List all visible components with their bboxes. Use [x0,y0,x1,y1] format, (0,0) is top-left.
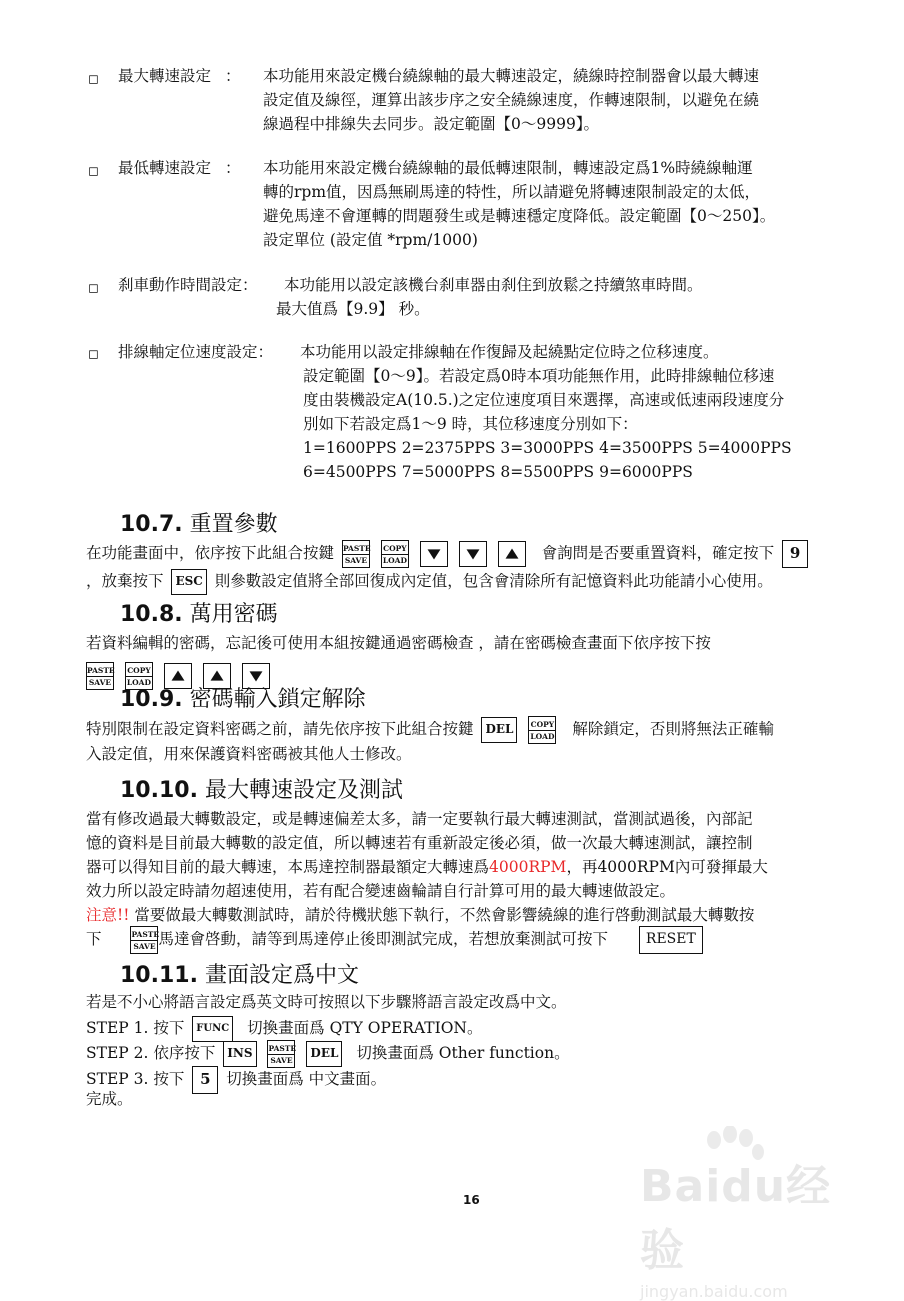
max-speed-test-line-3: 器可以得知目前的最大轉速，本馬達控制器最額定大轉速爲4000RPM，再4000RPM內可發揮最大 [86,858,768,876]
unlock-line-2: 入設定值，用來保護資料密碼被其他人士修改。 [86,745,412,763]
max-speed-test-line-4: 效力所以設定時請勿超速使用，若有配合變速齒輪請自行計算可用的最大轉速做設定。 [86,882,676,900]
up-arrow-icon [204,664,230,688]
copy-load-key[interactable]: COPY LOAD [381,540,409,568]
nine-key[interactable]: 9 [782,540,808,568]
setting-traverse-speed-label: 排線軸定位速度設定： [118,343,274,361]
paw-icon [700,1126,770,1166]
watermark-url: jingyan.baidu.com [640,1282,788,1301]
setting-traverse-speed-detail: 設定範圍【0～9】。若設定爲0時本項功能無作用，此時排線軸位移速 度由裝機設定A(10.5.)之定位速度項目來選擇，高速或低速兩段速度分 別如下若設定爲1～9 時，其位移速度分別如下： 1=1600PPS 2=2375PPS 3=3000PPS 4=3500PPS 5=4000PPS 6=4500PPS 7=5000PPS 8=5500PPS 9=6000PPS [303,367,792,481]
section-heading: 10.9. 密碼輸入鎖定解除 [120,687,366,712]
baidu-watermark [640,1138,870,1301]
up-arrow-key[interactable] [498,541,526,567]
reset-params-line-1: 在功能畫面中，依序按下此組合按鍵 PASTE SAVE COPY LOAD 會詢問是否要重置資料，確定按下 9 [86,538,811,568]
language-intro: 若是不小心將語言設定爲英文時可按照以下步驟將語言設定改爲中文。 [86,993,567,1011]
five-key[interactable]: 5 [192,1066,218,1094]
note-warning: 注意!! [86,906,130,924]
down-arrow-icon [460,542,486,566]
paste-save-key[interactable]: PASTE SAVE [267,1040,295,1068]
up-arrow-icon [499,542,525,566]
down-arrow-icon [243,664,269,688]
language-step-3: STEP 3. 按下 5 切換畫面爲 中文畫面。 [86,1064,386,1094]
paste-save-key[interactable]: PASTE SAVE [86,662,114,690]
master-password-line-1: 若資料編輯的密碼，忘記後可使用本組按鍵通過密碼檢查 ，請在密碼檢查畫面下依序按下按 [86,634,711,652]
setting-max-speed-desc: 本功能用來設定機台繞線軸的最大轉速設定，繞線時控制器會以最大轉速 設定值及線徑，運算出該步序之安全繞線速度，作轉速限制，以避免在繞 線過程中排線失去同步。設定範圍【0～9999】。 [263,67,760,133]
esc-key[interactable]: ESC [171,569,206,595]
max-speed-test-line-1: 當有修改過最大轉數設定，或是轉速偏差太多，請一定要執行最大轉速測試，當測試過後，內部記 [86,810,753,828]
bullet-icon: ◻ [88,281,99,296]
down-arrow-key[interactable] [459,541,487,567]
setting-min-speed-label: 最低轉速設定 ： [118,159,241,177]
down-arrow-icon [421,542,447,566]
section-heading: 10.10. 最大轉速設定及測試 [120,778,403,803]
del-key[interactable]: DEL [306,1041,342,1067]
section-heading: 10.7. 重置參數 [120,512,278,537]
setting-brake-time-label: 刹車動作時間設定： [118,276,258,294]
unlock-line-1: 特別限制在設定資料密碼之前，請先依序按下此組合按鍵 DEL COPY LOAD 解除鎖定，否則將無法正確輸 [86,714,774,744]
setting-brake-time-desc: 本功能用以設定該機台刹車器由刹住到放鬆之持續煞車時間。 [284,276,703,294]
watermark-logo: Baidu经验 [640,1161,832,1276]
setting-brake-time-max: 最大值爲【9.9】 秒。 [276,300,430,318]
ins-key[interactable]: INS [223,1041,256,1067]
language-done: 完成。 [86,1090,133,1108]
section-heading: 10.11. 畫面設定爲中文 [120,963,359,988]
setting-min-speed-desc: 本功能用來設定機台繞線軸的最低轉速限制，轉速設定爲1%時繞線軸運 轉的rpm值，因爲無刷馬達的特性，所以請避免將轉速限制設定的太低， 避免馬達不會運轉的問題發生或是轉速穩定度降低。設定範圍【0～250】。 設定單位 (設定值 *rpm/1000) [263,159,776,249]
reset-key[interactable]: RESET [639,926,703,954]
paste-save-key[interactable]: PASTE SAVE [342,540,370,568]
reset-params-line-2: ，放棄按下 ESC 則參數設定值將全部回復成內定值，包含會清除所有記憶資料此功能請小心使用。 [86,566,773,596]
language-step-2: STEP 2. 依序按下 INS PASTE SAVE DEL 切換畫面爲 Other function。 [86,1038,570,1068]
bullet-icon: ◻ [88,72,99,87]
bullet-icon: ◻ [88,347,99,362]
setting-max-speed-label: 最大轉速設定 ： [118,67,241,85]
max-speed-test-note-2: 下 PASTE SAVE 馬達會啓動，請等到馬達停止後即測試完成，若想放棄測試可按下 RESET [86,924,706,954]
setting-traverse-speed-desc: 本功能用以設定排線軸在作復歸及起繞點定位時之位移速度。 [300,343,719,361]
max-speed-test-line-2: 憶的資料是目前最大轉數的設定值，所以轉速若有重新設定後必須，做一次最大轉速測試，讓控制 [86,834,753,852]
up-arrow-icon [165,664,191,688]
copy-load-key[interactable]: COPY LOAD [528,716,556,744]
page-number: 16 [463,1193,480,1207]
bullet-icon: ◻ [88,164,99,179]
del-key[interactable]: DEL [481,717,517,743]
language-step-1: STEP 1. 按下 FUNC 切換畫面爲 QTY OPERATION。 [86,1014,482,1042]
copy-load-key[interactable]: COPY LOAD [125,662,153,690]
func-key[interactable]: FUNC [192,1016,233,1042]
section-heading: 10.8. 萬用密碼 [120,602,278,627]
down-arrow-key[interactable] [420,541,448,567]
paste-save-key[interactable]: PASTE SAVE [130,926,158,954]
max-speed-test-note-1: 注意!! 當要做最大轉數測試時，請於待機狀態下執行，不然會影響繞線的進行啓動測試最大轉數按 [86,906,755,924]
rated-speed-highlight: 4000RPM [489,858,567,876]
